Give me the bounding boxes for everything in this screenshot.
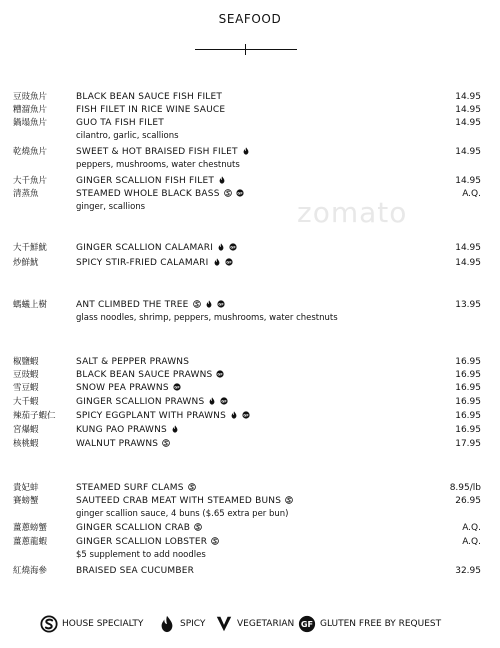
- menu-item: [0, 522, 500, 535]
- legend-label: SPICY: [180, 619, 206, 629]
- menu-item: [0, 91, 500, 104]
- menu-item-name-text: GINGER SCALLION FISH FILET: [76, 176, 215, 186]
- menu-item-price: 14.95: [455, 105, 481, 115]
- menu-item-name-text: GINGER SCALLION PRAWNS: [76, 397, 205, 407]
- spicy-icon: [171, 425, 179, 433]
- spicy-icon: [217, 243, 225, 251]
- veg-icon: [215, 615, 233, 633]
- menu-item-name-text: GINGER SCALLION LOBSTER: [76, 537, 208, 547]
- menu-item-price: 14.95: [455, 118, 481, 128]
- menu-item-name-text: STEAMED WHOLE BLACK BASS: [76, 189, 220, 199]
- menu-item-chinese-name: 螞蟻上樹: [13, 300, 48, 310]
- menu-item-description-row: [0, 549, 500, 562]
- menu-item-name: [76, 117, 164, 130]
- icon-legend: [0, 613, 500, 635]
- menu-item-chinese-name: 大千魚片: [13, 176, 48, 186]
- menu-item-name-text: GINGER SCALLION CALAMARI: [76, 243, 214, 253]
- menu-item: [0, 257, 500, 270]
- menu-item-chinese-name: 乾燒魚片: [13, 147, 48, 157]
- menu-item-chinese-name: 豆豉蝦: [13, 370, 39, 380]
- menu-item-chinese-name: 豆豉魚片: [13, 92, 48, 102]
- spicy-icon: [230, 411, 238, 419]
- menu-item-name-text: GUO TA FISH FILET: [76, 118, 164, 128]
- menu-item-name-text: BRAISED SEA CUCUMBER: [76, 566, 195, 576]
- menu-item-description-row: [0, 159, 500, 172]
- menu-item: [0, 146, 500, 159]
- gf-icon: [217, 300, 225, 308]
- gf-icon: [229, 243, 237, 251]
- menu-item-name: [76, 522, 202, 535]
- svg-text:GF: GF: [173, 385, 180, 390]
- menu-item-name: [76, 146, 250, 159]
- house-icon: [193, 300, 201, 308]
- menu-item-name: [76, 482, 196, 495]
- menu-item-name-text: KUNG PAO PRAWNS: [76, 425, 167, 435]
- spicy-icon: [205, 300, 213, 308]
- menu-item-name: [76, 382, 181, 395]
- menu-item: [0, 356, 500, 369]
- menu-item: [0, 495, 500, 508]
- menu-item-name: [76, 495, 293, 508]
- menu-item: [0, 369, 500, 382]
- menu-item-name: [76, 438, 170, 451]
- svg-text:GF: GF: [230, 245, 236, 250]
- house-icon: [162, 439, 170, 447]
- menu-item-name: [76, 424, 179, 437]
- menu-item-price: A.Q.: [462, 537, 481, 547]
- menu-item-name-text: BLACK BEAN SAUCE FISH FILET: [76, 92, 223, 102]
- legend-label: GLUTEN FREE BY REQUEST: [320, 619, 442, 629]
- spicy-icon: [158, 615, 176, 633]
- menu-item-name-text: SWEET & HOT BRAISED FISH FILET: [76, 147, 238, 157]
- menu-item-chinese-name: 貴妃蚌: [13, 483, 39, 493]
- menu-item-name: [76, 188, 244, 201]
- legend-label: HOUSE SPECIALTY: [62, 619, 144, 629]
- menu-item-name: [76, 91, 222, 104]
- spicy-icon: [213, 258, 221, 266]
- menu-item: [0, 424, 500, 437]
- legend-label: VEGETARIAN: [237, 619, 295, 629]
- house-icon: [211, 537, 219, 545]
- menu-item: [0, 242, 500, 255]
- menu-item-price: 16.95: [455, 411, 481, 421]
- spicy-icon: [242, 147, 250, 155]
- menu-item-name: [76, 369, 224, 382]
- menu-item-chinese-name: 宮爆蝦: [13, 425, 39, 435]
- menu-item: [0, 396, 500, 409]
- menu-item: [0, 117, 500, 130]
- svg-text:GF: GF: [236, 191, 243, 196]
- menu-item: [0, 536, 500, 549]
- menu-item-price: 16.95: [455, 370, 481, 380]
- menu-item-price: 32.95: [455, 566, 481, 576]
- menu-item: [0, 104, 500, 117]
- menu-item-name: [76, 257, 233, 270]
- menu-item-description-row: [0, 130, 500, 143]
- menu-item-name-text: BLACK BEAN SAUCE PRAWNS: [76, 370, 213, 380]
- menu-item-name-text: SPICY EGGPLANT WITH PRAWNS: [76, 411, 227, 421]
- menu-item-description-row: [0, 201, 500, 214]
- watermark: zomato: [297, 196, 408, 229]
- menu-item-chinese-name: 椒鹽蝦: [13, 357, 39, 367]
- menu-item-price: A.Q.: [462, 189, 481, 199]
- house-icon: [224, 189, 232, 197]
- menu-item-price: 17.95: [455, 439, 481, 449]
- menu-item-description-row: [0, 312, 500, 325]
- svg-text:GF: GF: [243, 413, 249, 418]
- menu-item-name-text: WALNUT PRAWNS: [76, 439, 159, 449]
- menu-item-chinese-name: 清蒸魚: [13, 189, 39, 199]
- menu-item-name: [76, 396, 228, 409]
- gf-icon: [220, 397, 228, 405]
- menu-item-chinese-name: 雪豆蝦: [13, 383, 39, 393]
- menu-item-description: $5 supplement to add noodles: [76, 550, 206, 560]
- menu-item-chinese-name: 賽螃蟹: [13, 496, 39, 506]
- gf-icon: [236, 189, 244, 197]
- spicy-icon: [208, 397, 216, 405]
- menu-item-name-text: SAUTEED CRAB MEAT WITH STEAMED BUNS: [76, 496, 282, 506]
- menu-item-price: 16.95: [455, 383, 481, 393]
- menu-item: [0, 299, 500, 312]
- page-title: SEAFOOD: [218, 12, 282, 26]
- menu-item-chinese-name: 大千鮮魷: [13, 243, 48, 253]
- menu-item-name-text: SALT & PEPPER PRAWNS: [76, 357, 190, 367]
- house-icon: [188, 483, 196, 491]
- menu-item-chinese-name: 鍋塌魚片: [13, 118, 48, 128]
- menu-item-description-row: [0, 508, 500, 521]
- svg-text:GF: GF: [300, 619, 314, 630]
- menu-item-price: 14.95: [455, 147, 481, 157]
- menu-item-name: [76, 356, 189, 369]
- menu-item-price: 14.95: [455, 176, 481, 186]
- gf-icon: [298, 615, 316, 633]
- menu-item: [0, 382, 500, 395]
- menu-item-chinese-name: 核桃蝦: [13, 439, 39, 449]
- menu-item-price: 16.95: [455, 425, 481, 435]
- menu-item-name: [76, 104, 225, 117]
- menu-item-description: cilantro, garlic, scallions: [76, 131, 179, 141]
- menu-item-price: 26.95: [455, 496, 481, 506]
- menu-item-name: [76, 410, 250, 423]
- gf-icon: [242, 411, 250, 419]
- menu-item-name-text: FISH FILET IN RICE WINE SAUCE: [76, 105, 226, 115]
- menu-item: [0, 410, 500, 423]
- menu-item-price: 8.95/lb: [449, 483, 481, 493]
- menu-item-chinese-name: 紅燒海參: [13, 566, 48, 576]
- gf-icon: [216, 370, 224, 378]
- menu-item: [0, 482, 500, 495]
- menu-item-name-text: SPICY STIR-FRIED CALAMARI: [76, 258, 209, 268]
- menu-item: [0, 565, 500, 578]
- menu-item: [0, 438, 500, 451]
- menu-item-chinese-name: 糟溜魚片: [13, 105, 48, 115]
- menu-item-name: [76, 299, 225, 312]
- menu-item-price: 16.95: [455, 357, 481, 367]
- menu-item-name: [76, 175, 226, 188]
- gf-icon: [173, 383, 181, 391]
- title-divider-tick: [245, 44, 246, 55]
- menu-item-name-text: GINGER SCALLION CRAB: [76, 523, 191, 533]
- menu-item-description: glass noodles, shrimp, peppers, mushrooms, water chestnuts: [76, 313, 338, 323]
- house-icon: [285, 496, 293, 504]
- title-divider: [195, 49, 297, 50]
- menu-item-name: [76, 242, 237, 255]
- svg-text:GF: GF: [221, 399, 228, 404]
- menu-item-price: 13.95: [455, 300, 481, 310]
- menu-item-description: ginger, scallions: [76, 202, 146, 212]
- menu-item: [0, 175, 500, 188]
- menu-item-price: A.Q.: [462, 523, 481, 533]
- menu-item-name: [76, 565, 194, 578]
- menu-item-name: [76, 536, 219, 549]
- menu-item-chinese-name: 薑蔥龍蝦: [13, 537, 48, 547]
- menu-item-name-text: SNOW PEA PRAWNS: [76, 383, 169, 393]
- menu-item-description: peppers, mushrooms, water chestnuts: [76, 160, 240, 170]
- menu-item: [0, 188, 500, 201]
- svg-text:GF: GF: [217, 372, 224, 377]
- menu-item-price: 14.95: [455, 258, 481, 268]
- menu-item-price: 16.95: [455, 397, 481, 407]
- menu-item-chinese-name: 辣茄子蝦仁: [13, 411, 56, 421]
- menu-item-name-text: ANT CLIMBED THE TREE: [76, 300, 189, 310]
- svg-text:GF: GF: [225, 260, 232, 265]
- house-icon: [194, 523, 202, 531]
- menu-item-price: 14.95: [455, 92, 481, 102]
- spicy-icon: [218, 176, 226, 184]
- svg-text:GF: GF: [217, 302, 224, 307]
- menu-item-description: ginger scallion sauce, 4 buns ($.65 extra per bun): [76, 509, 289, 519]
- menu-item-chinese-name: 大千蝦: [13, 397, 39, 407]
- menu-item-name-text: STEAMED SURF CLAMS: [76, 483, 184, 493]
- menu-item-chinese-name: 炒鮮魷: [13, 258, 39, 268]
- menu-item-chinese-name: 薑蔥螃蟹: [13, 523, 48, 533]
- gf-icon: [225, 258, 233, 266]
- menu-item-price: 14.95: [455, 243, 481, 253]
- house-icon: [40, 615, 58, 633]
